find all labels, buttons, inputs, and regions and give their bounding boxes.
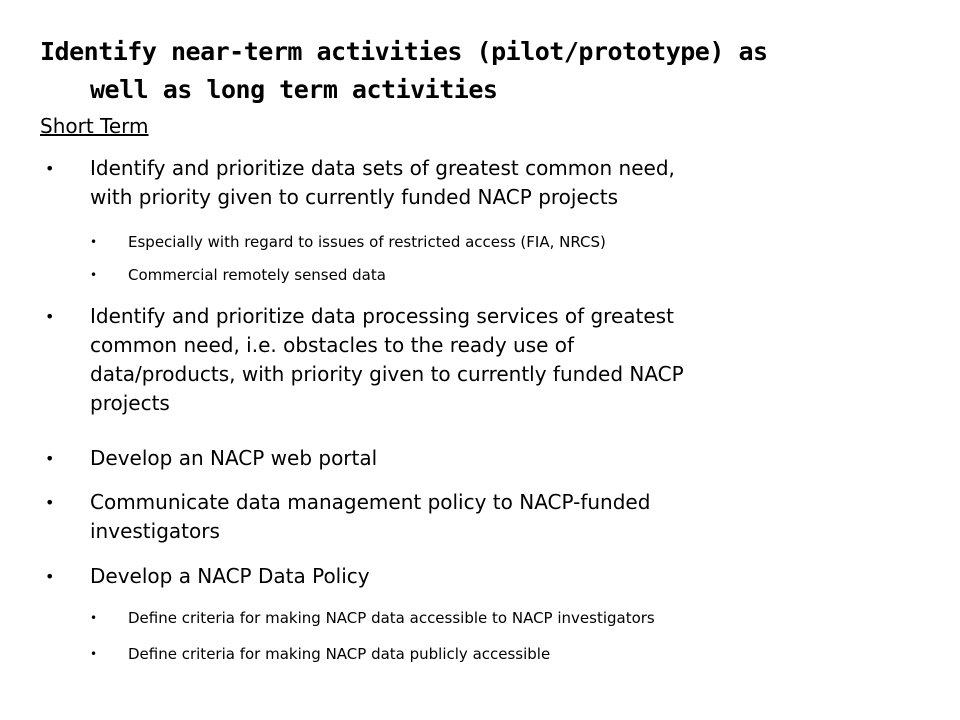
slide-title-line-1: Identify near-term activities (pilot/prototype) as — [40, 37, 768, 66]
bullet-text: Identify and prioritize data sets of greatest common need, with priority given to currently funded NACP projects — [90, 156, 675, 209]
bullet-text: Develop a NACP Data Policy — [90, 564, 370, 588]
slide-title — [40, 33, 940, 109]
bullet-text: Develop an NACP web portal — [90, 446, 378, 470]
sub-bullet-dot-icon: • — [90, 611, 98, 625]
sub-bullet-dot-icon: • — [90, 235, 98, 249]
bullet-dot-icon: • — [45, 567, 55, 586]
bullet-dot-icon: • — [45, 493, 55, 512]
sub-bullet-text: Define criteria for making NACP data accessible to NACP investigators — [128, 609, 655, 627]
bullet-dot-icon: • — [45, 159, 55, 178]
slide-title-line-2: well as long term activities — [90, 75, 498, 104]
sub-bullet-dot-icon: • — [90, 647, 98, 661]
sub-bullet-text: Define criteria for making NACP data publicly accessible — [128, 645, 551, 663]
bullet-text: Communicate data management policy to NACP-funded investigators — [90, 490, 651, 543]
bullet-dot-icon: • — [45, 449, 55, 468]
sub-bullet-text: Commercial remotely sensed data — [128, 266, 386, 284]
bullet-dot-icon: • — [45, 307, 55, 326]
sub-bullet-dot-icon: • — [90, 268, 98, 282]
sub-bullet-text: Especially with regard to issues of restricted access (FIA, NRCS) — [128, 233, 606, 251]
bullet-text: Identify and prioritize data processing services of greatest common need, i.e. obstacles to the ready use of data/products, with priority given to currently funded NACP projects — [90, 304, 684, 415]
section-heading: Short Term — [40, 114, 149, 138]
